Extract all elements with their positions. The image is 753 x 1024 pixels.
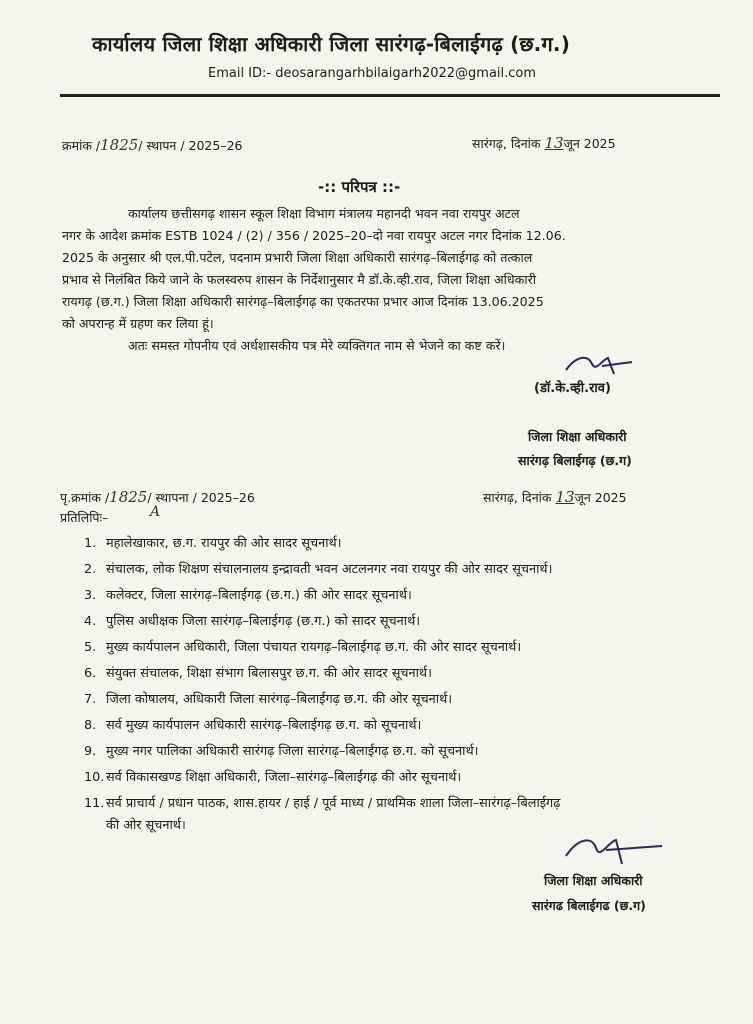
list-item — [84, 791, 753, 817]
list-item-number: 8. — [84, 718, 97, 733]
list-item — [84, 739, 753, 765]
circular-ref-prefix: क्रमांक / — [62, 138, 101, 153]
list-item-number: 3. — [84, 588, 97, 603]
header-divider — [60, 94, 720, 97]
body-line: को अपरान्ह में ग्रहण कर लिया हूं। — [62, 316, 214, 331]
copy-place-label: सारंगढ़, दिनांक — [483, 490, 552, 505]
list-item-number: 6. — [84, 666, 97, 681]
body-line: कार्यालय छत्तीसगढ़ शासन स्कूल शिक्षा विभाग मंत्रालय महानदी भवन नवा रायपुर अटल — [128, 206, 520, 221]
office-email: Email ID:- deosarangarhbilaigarh2022@gmail.com — [208, 66, 537, 81]
list-item-text: महालेखाकार, छ.ग. रायपुर की ओर सादर सूचनार्थ। — [106, 536, 342, 551]
list-item-number: 11. — [84, 796, 105, 811]
list-item-text: मुख्य कार्यपालन अधिकारी, जिला पंचायत रायगढ़–बिलाईगढ़ छ.ग. की ओर सादर सूचनार्थ। — [106, 640, 522, 655]
body-line: रायगढ़ (छ.ग.) जिला शिक्षा अधिकारी सारंगढ़–बिलाईगढ़ का एकतरफा प्रभार आज दिनांक 13.06.2025 — [62, 294, 544, 309]
circular-date-rest: जून 2025 — [563, 136, 616, 151]
circular-date-day: 13 — [544, 134, 564, 152]
body-line: नगर के आदेश क्रमांक ESTB 1024 / (2) / 356 / 2025–20–दो नवा रायपुर अटल नगर दिनांक 12.06. — [62, 228, 566, 243]
list-item-number: 9. — [84, 744, 97, 759]
copy-ref-prefix: पृ.क्रमांक / — [60, 490, 110, 505]
list-item-text: सर्व विकासखण्ड शिक्षा अधिकारी, जिला–सारंगढ़–बिलाईगढ़ की ओर सूचनार्थ। — [106, 770, 462, 785]
circular-body — [62, 203, 734, 357]
copy-date-day: 13 — [555, 488, 575, 506]
copy-ref-number: 1825 — [109, 488, 148, 506]
list-item — [84, 583, 753, 609]
list-item-text: संचालक, लोक शिक्षण संचालनालय इन्द्रावती भवन अटलनगर नवा रायपुर की ओर सादर सूचनार्थ। — [106, 562, 553, 577]
copy-list — [84, 531, 753, 837]
list-item — [84, 765, 753, 791]
list-item-number: 7. — [84, 692, 97, 707]
list-item-text: कलेक्टर, जिला सारंगढ़–बिलाईगढ़ (छ.ग.) की ओर सादर सूचनार्थ। — [106, 588, 412, 603]
circular-signatory-title: जिला शिक्षा अधिकारी — [528, 429, 627, 444]
copy-ref-handmark: A — [150, 504, 161, 520]
copy-ref-suffix: / स्थापना / 2025–26 — [147, 490, 255, 505]
office-title: कार्यालय जिला शिक्षा अधिकारी जिला सारंगढ़-बिलाईगढ़ (छ.ग.) — [92, 32, 571, 56]
list-item — [84, 687, 753, 713]
copy-heading: प्रतिलिपिः– — [60, 510, 109, 525]
body-line: प्रभाव से निलंबित किये जाने के फलस्वरुप शासन के निर्देशानुसार मै डॉ.के.व्ही.राव, जिला शिक्षा अधिकारी — [62, 272, 536, 287]
body-line: 2025 के अनुसार श्री एल.पी.पटेल, पदनाम प्रभारी जिला शिक्षा अधिकारी सारंगढ़–बिलाईगढ़ को तत्काल — [62, 250, 533, 265]
body-line-request: अतः समस्त गोपनीय एवं अर्धशासकीय पत्र मेरे व्यक्तिगत नाम से भेजने का कष्ट करें। — [128, 338, 506, 353]
list-item-number: 2. — [84, 562, 97, 577]
list-item — [84, 635, 753, 661]
copy-signatory-place: सारंगढ बिलाईगढ (छ.ग) — [532, 898, 646, 913]
circular-place-date — [472, 134, 616, 152]
circular-signatory-name: (डॉ.के.व्ही.राव) — [534, 381, 611, 396]
list-item-continuation: की ओर सूचनार्थ। — [106, 818, 186, 833]
list-item-text: पुलिस अधीक्षक जिला सारंगढ़–बिलाईगढ़ (छ.ग.) को सादर सूचनार्थ। — [106, 614, 421, 629]
circular-signatory-place: सारंगढ़ बिलाईगढ़ (छ.ग) — [518, 453, 632, 468]
signature-mark — [562, 350, 652, 380]
list-item — [84, 557, 753, 583]
list-item-number: 10. — [84, 770, 105, 785]
list-item — [84, 713, 753, 739]
circular-reference — [62, 136, 242, 154]
list-item — [84, 661, 753, 687]
signature-mark — [562, 830, 672, 870]
list-item-text: संयुक्त संचालक, शिक्षा संभाग बिलासपुर छ.ग. की ओर सादर सूचनार्थ। — [106, 666, 432, 681]
copy-place-date — [483, 488, 627, 506]
list-item-text: सर्व प्राचार्य / प्रधान पाठक, शास.हायर / हाई / पूर्व माध्य / प्राथमिक शाला जिला–सारंगढ़–बिलाईगढ़ — [106, 796, 561, 811]
copy-date-rest: जून 2025 — [574, 490, 627, 505]
list-item — [84, 531, 753, 557]
list-item-number: 1. — [84, 536, 97, 551]
list-item — [84, 609, 753, 635]
list-item-text: सर्व मुख्य कार्यपालन अधिकारी सारंगढ़–बिलाईगढ़ छ.ग. को सूचनार्थ। — [106, 718, 422, 733]
circular-heading: -:: परिपत्र ::- — [318, 178, 401, 196]
circular-ref-number: 1825 — [100, 136, 139, 154]
copy-signatory-title: जिला शिक्षा अधिकारी — [544, 873, 643, 888]
circular-place-label: सारंगढ़, दिनांक — [472, 136, 541, 151]
list-item-text: मुख्य नगर पालिका अधिकारी सारंगढ़ जिला सारंगढ़–बिलाईगढ़ छ.ग. को सूचनार्थ। — [106, 744, 479, 759]
list-item-number: 4. — [84, 614, 97, 629]
list-item-number: 5. — [84, 640, 97, 655]
list-item-text: जिला कोषालय, अधिकारी जिला सारंगढ़–बिलाईगढ़ छ.ग. की ओर सूचनार्थ। — [106, 692, 453, 707]
circular-ref-suffix: / स्थापन / 2025–26 — [138, 138, 243, 153]
